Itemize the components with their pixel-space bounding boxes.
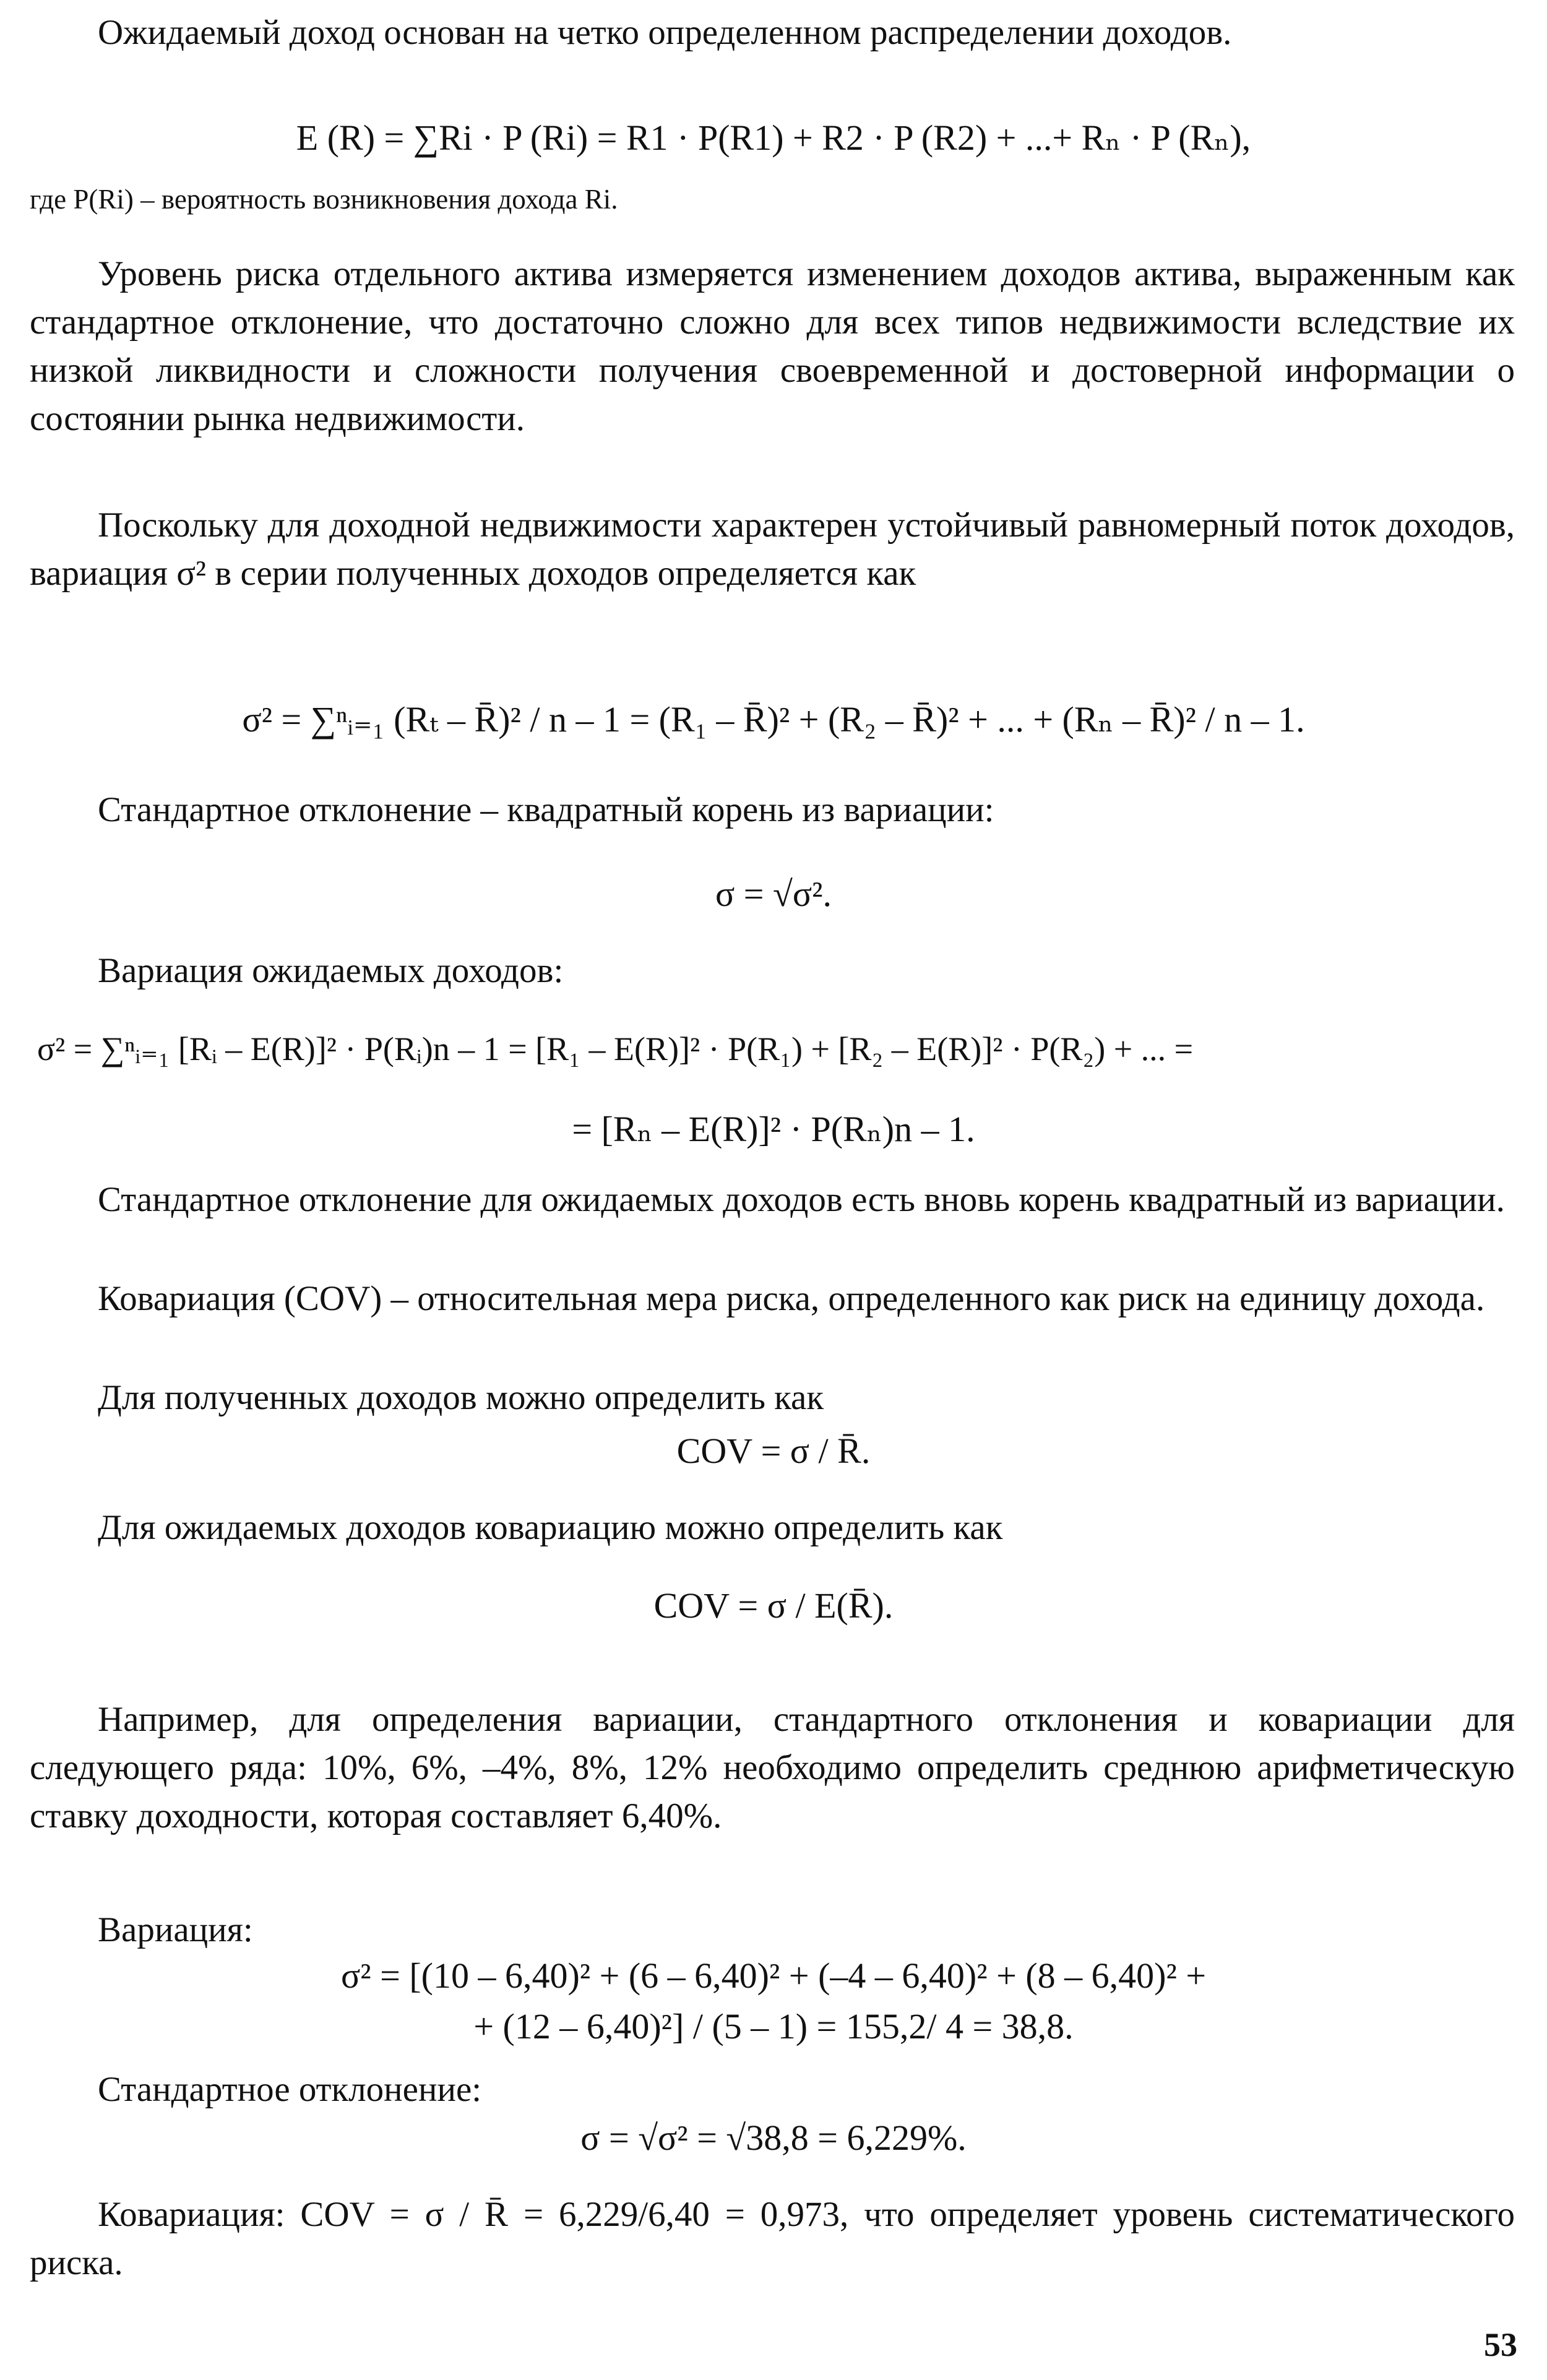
formula-variance-expected-line2: = [Rₙ – E(R)]² · P(Rₙ)n – 1. xyxy=(572,1109,975,1149)
paragraph-covariance: Ковариация (COV) – относительная мера риска, определенного как риск на единицу дохода. xyxy=(98,1279,1485,1318)
formula-expected-return: E (R) = ∑Ri · P (Ri) = R1 · P(R1) + R2 · P (R2) + ...+ Rₙ · P (Rₙ), xyxy=(296,118,1251,158)
paragraph-cov-expected: Для ожидаемых доходов ковариацию можно определить как xyxy=(98,1508,1003,1547)
paragraph-variance-intro: Поскольку для доходной недвижимости характерен устойчивый равномерный поток доходов, вариация σ² в серии полученных доходов определяется как xyxy=(30,506,1515,593)
formula-example-variance-line2: + (12 – 6,40)²] / (5 – 1) = 155,2/ 4 = 38,8. xyxy=(473,2006,1074,2046)
label-std-dev: Стандартное отклонение: xyxy=(98,2070,482,2109)
formula-std-dev: σ = √σ². xyxy=(715,874,832,914)
paragraph-example: Например, для определения вариации, стандартного отклонения и ковариации для следующего ряда: 10%, 6%, –4%, 8%, 12% необходимо определить среднюю арифметическую ставку доходности, которая составляет 6,40%. xyxy=(30,1700,1515,1835)
formula-example-std-dev: σ = √σ² = √38,8 = 6,229%. xyxy=(580,2118,967,2158)
paragraph-expected-return: Ожидаемый доход основан на четко определенном распределении доходов. xyxy=(98,13,1232,52)
note-probability: где P(Ri) – вероятность возникновения дохода Ri. xyxy=(30,184,618,215)
paragraph-cov-received: Для полученных доходов можно определить как xyxy=(98,1378,824,1417)
page-number: 53 xyxy=(1484,2326,1517,2363)
paragraph-variance-expected: Вариация ожидаемых доходов: xyxy=(98,951,564,990)
formula-variance-received: σ² = ∑ⁿᵢ₌₁ (Rₜ – R̄)² / n – 1 = (R₁ – R̄)² + (R₂ – R̄)² + ... + (Rₙ – R̄)² / n – 1. xyxy=(242,699,1305,739)
paragraph-example-covariance: Ковариация: COV = σ / R̄ = 6,229/6,40 = 0,973, что определяет уровень систематического риска. xyxy=(30,2195,1515,2282)
formula-cov-expected: COV = σ / E(R̄). xyxy=(653,1585,894,1626)
formula-variance-expected-line1: σ² = ∑ⁿᵢ₌₁ [Rᵢ – E(R)]² · P(Rᵢ)n – 1 = [R₁ – E(R)]² · P(R₁) + [R₂ – E(R)]² · P(R₂) + ... = xyxy=(37,1030,1194,1067)
formula-cov-received: COV = σ / R̄. xyxy=(676,1431,871,1471)
formula-example-variance-line1: σ² = [(10 – 6,40)² + (6 – 6,40)² + (–4 – 6,40)² + (8 – 6,40)² + xyxy=(340,1955,1207,1996)
paragraph-std-dev-expected: Стандартное отклонение для ожидаемых доходов есть вновь корень квадратный из вариации. xyxy=(98,1180,1505,1219)
paragraph-std-dev: Стандартное отклонение – квадратный корень из вариации: xyxy=(98,790,994,829)
label-variance: Вариация: xyxy=(98,1910,253,1949)
paragraph-risk-level: Уровень риска отдельного актива измеряется изменением доходов актива, выраженным как стандартное отклонение, что достаточно сложно для всех типов недвижимости вследствие их низкой ликвидности и сложности получения своевременной и достоверной информации о состоянии рынка недвижимости. xyxy=(30,254,1515,438)
